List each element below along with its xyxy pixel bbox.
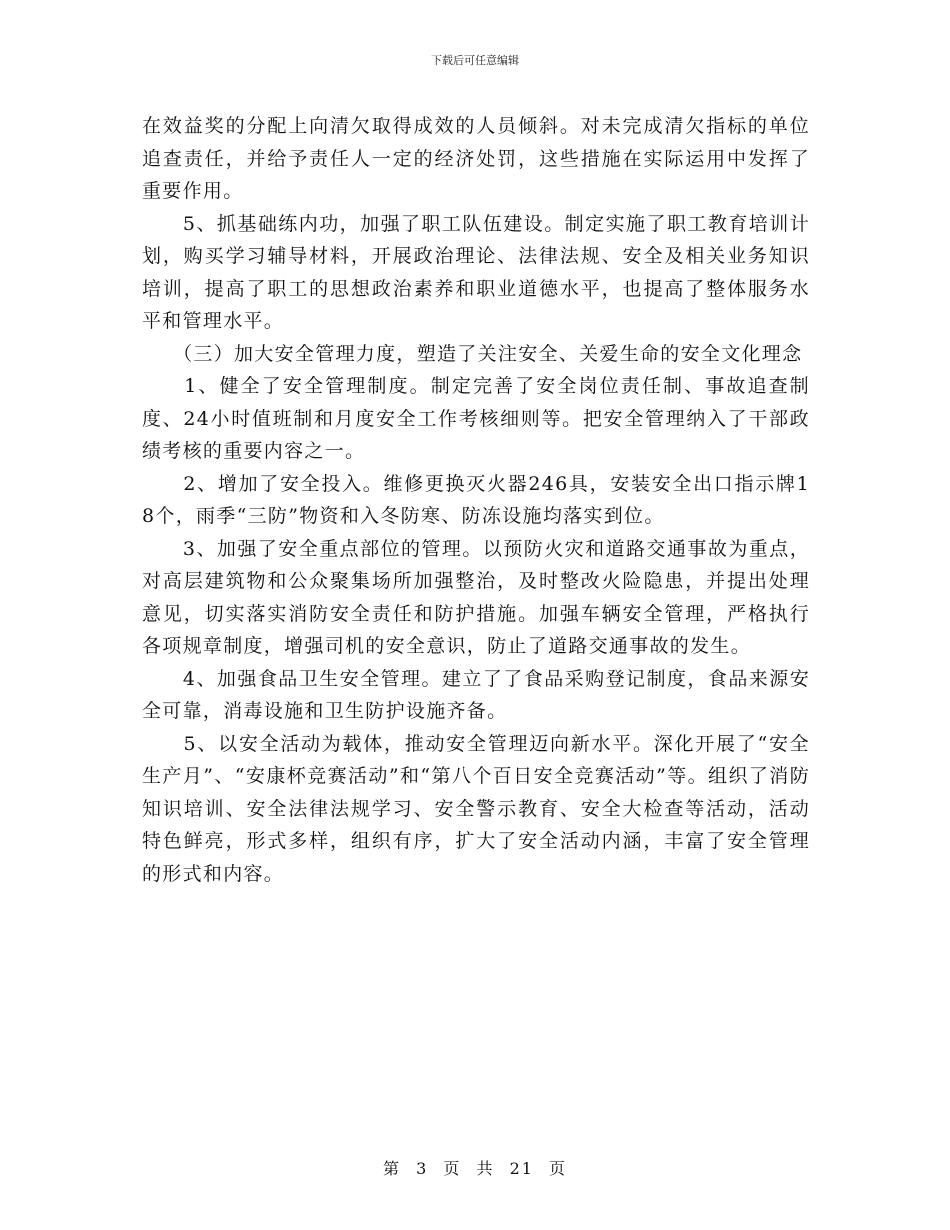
footer-page-word: 页 [443, 1159, 462, 1178]
footer-total-pages: 21 [509, 1159, 534, 1178]
paragraph-2: 5、抓基础练内功，加强了职工队伍建设。制定实施了职工教育培训计划，购买学习辅导材料，开展政治理论、法律法规、安全及相关业务知识培训，提高了职工的思想政治素养和职业道德水平，也提高了整体服务水平和管理水平。 [142, 212, 810, 332]
footer-prefix: 第 [382, 1159, 401, 1178]
paragraph-3: 1、健全了安全管理制度。制定完善了安全岗位责任制、事故追查制度、24小时值班制和月度安全工作考核细则等。把安全管理纳入了干部政绩考核的重要内容之一。 [142, 375, 810, 462]
footer-suffix: 页 [549, 1159, 568, 1178]
paragraph-6: 4、加强食品卫生安全管理。建立了了食品采购登记制度，食品来源安全可靠，消毒设施和卫生防护设施齐备。 [142, 667, 810, 722]
page-footer [0, 1156, 950, 1179]
paragraph-4: 2、增加了安全投入。维修更换灭火器246具，安装安全出口指示牌18个，雨季“三防”物资和入冬防寒、防冻设施均落实到位。 [142, 472, 810, 527]
document-body [142, 110, 810, 890]
footer-total-word: 共 [476, 1159, 495, 1178]
paragraph-5: 3、加强了安全重点部位的管理。以预防火灾和道路交通事故为重点，对高层建筑物和公众聚集场所加强整治，及时整改火险隐患，并提出处理意见，切实落实消防安全责任和防护措施。加强车辆安全管理，严格执行各项规章制度，增强司机的安全意识，防止了道路交通事故的发生。 [142, 537, 810, 657]
paragraph-1: 在效益奖的分配上向清欠取得成效的人员倾斜。对未完成清欠指标的单位追查责任，并给予责任人一定的经济处罚，这些措施在实际运用中发挥了重要作用。 [142, 115, 810, 202]
paragraph-7: 5、以安全活动为载体，推动安全管理迈向新水平。深化开展了“安全生产月”、“安康杯竞赛活动”和“第八个百日安全竞赛活动”等。组织了消防知识培训、安全法律法规学习、安全警示教育、安全大检查等活动，活动特色鲜亮，形式多样，组织有序，扩大了安全活动内涵，丰富了安全管理的形式和内容。 [142, 732, 810, 885]
footer-current-page: 3 [416, 1159, 429, 1178]
header-text: 下载后可任意编辑 [431, 54, 519, 67]
page-header [0, 52, 950, 68]
section-heading: （三）加大安全管理力度，塑造了关注安全、关爱生命的安全文化理念 [142, 342, 803, 365]
